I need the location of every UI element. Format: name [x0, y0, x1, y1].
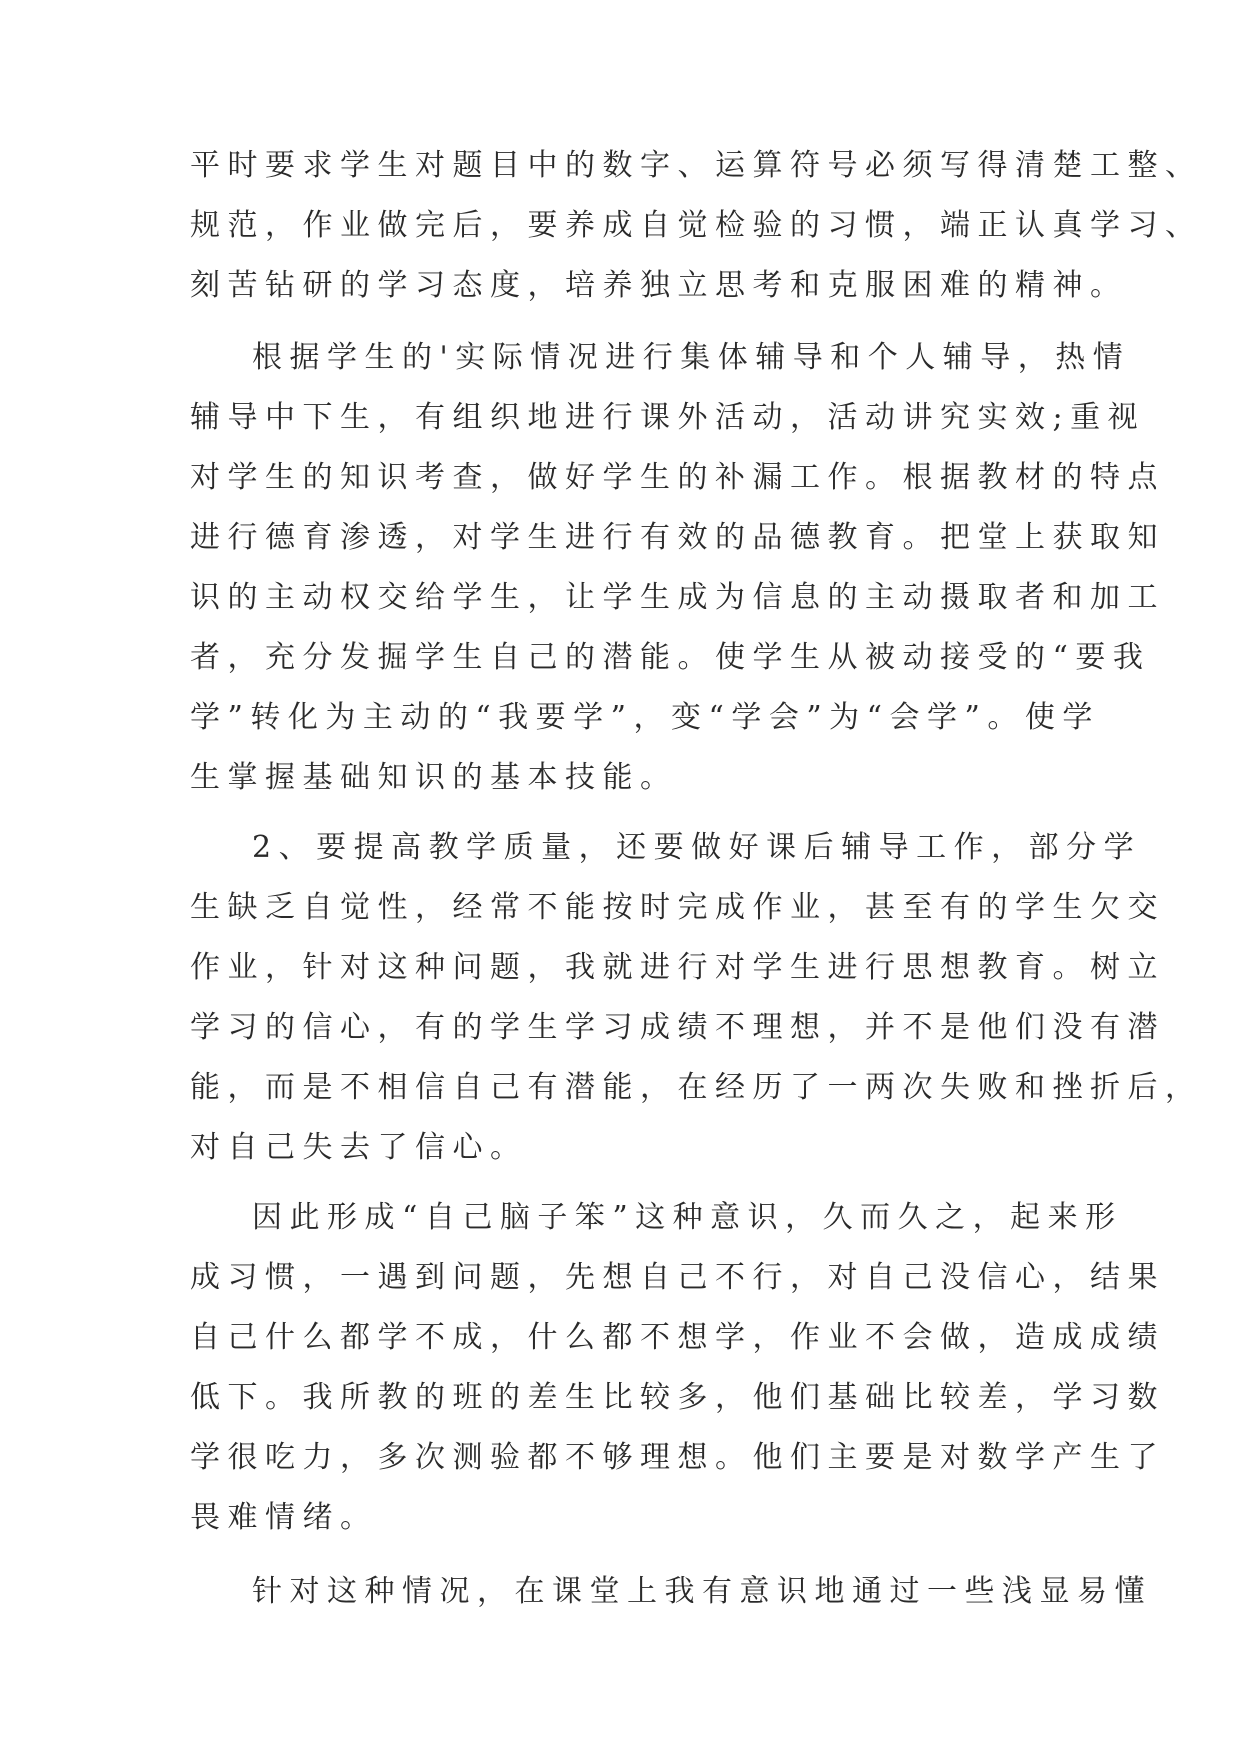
paragraph-first-line: 针对这种情况，在课堂上我有意识地通过一些浅显易懂 — [252, 1574, 1152, 1609]
paragraph-first-line: 因此形成“自己脑子笨”这种意识，久而久之，起来形 — [252, 1200, 1123, 1235]
text-line: 对自己失去了信心。 — [190, 1130, 528, 1165]
text-line: 能，而是不相信自己有潜能，在经历了一两次失败和挫折后， — [190, 1070, 1203, 1105]
text-line: 刻苦钻研的学习态度，培养独立思考和克服困难的精神。 — [190, 268, 1128, 303]
text-line: 自己什么都学不成，什么都不想学，作业不会做，造成成绩 — [190, 1320, 1165, 1355]
text-line: 学”转化为主动的“我要学”，变“学会”为“会学”。使学 — [190, 700, 1100, 735]
text-line: 学很吃力，多次测验都不够理想。他们主要是对数学产生了 — [190, 1440, 1165, 1475]
text-line: 进行德育渗透，对学生进行有效的品德教育。把堂上获取知 — [190, 520, 1165, 555]
text-line: 畏难情绪。 — [190, 1500, 378, 1535]
text-line: 对学生的知识考查，做好学生的补漏工作。根据教材的特点 — [190, 460, 1165, 495]
text-line: 低下。我所教的班的差生比较多，他们基础比较差，学习数 — [190, 1380, 1165, 1415]
text-line: 规范，作业做完后，要养成自觉检验的习惯，端正认真学习、 — [190, 208, 1203, 243]
paragraph-first-line: 2、要提高教学质量，还要做好课后辅导工作，部分学 — [252, 830, 1142, 865]
text-line: 生掌握基础知识的基本技能。 — [190, 760, 678, 795]
text-line: 辅导中下生，有组织地进行课外活动，活动讲究实效;重视 — [190, 400, 1146, 435]
text-line: 作业，针对这种问题，我就进行对学生进行思想教育。树立 — [190, 950, 1165, 985]
text-line: 识的主动权交给学生，让学生成为信息的主动摄取者和加工 — [190, 580, 1165, 615]
text-line: 生缺乏自觉性，经常不能按时完成作业，甚至有的学生欠交 — [190, 890, 1165, 925]
text-line: 者，充分发掘学生自己的潜能。使学生从被动接受的“要我 — [190, 640, 1151, 675]
paragraph-first-line: 根据学生的'实际情况进行集体辅导和个人辅导，热情 — [252, 340, 1131, 375]
text-line: 成习惯，一遇到问题，先想自己不行，对自己没信心，结果 — [190, 1260, 1165, 1295]
text-line: 平时要求学生对题目中的数字、运算符号必须写得清楚工整、 — [190, 148, 1203, 183]
text-line: 学习的信心，有的学生学习成绩不理想，并不是他们没有潜 — [190, 1010, 1165, 1045]
